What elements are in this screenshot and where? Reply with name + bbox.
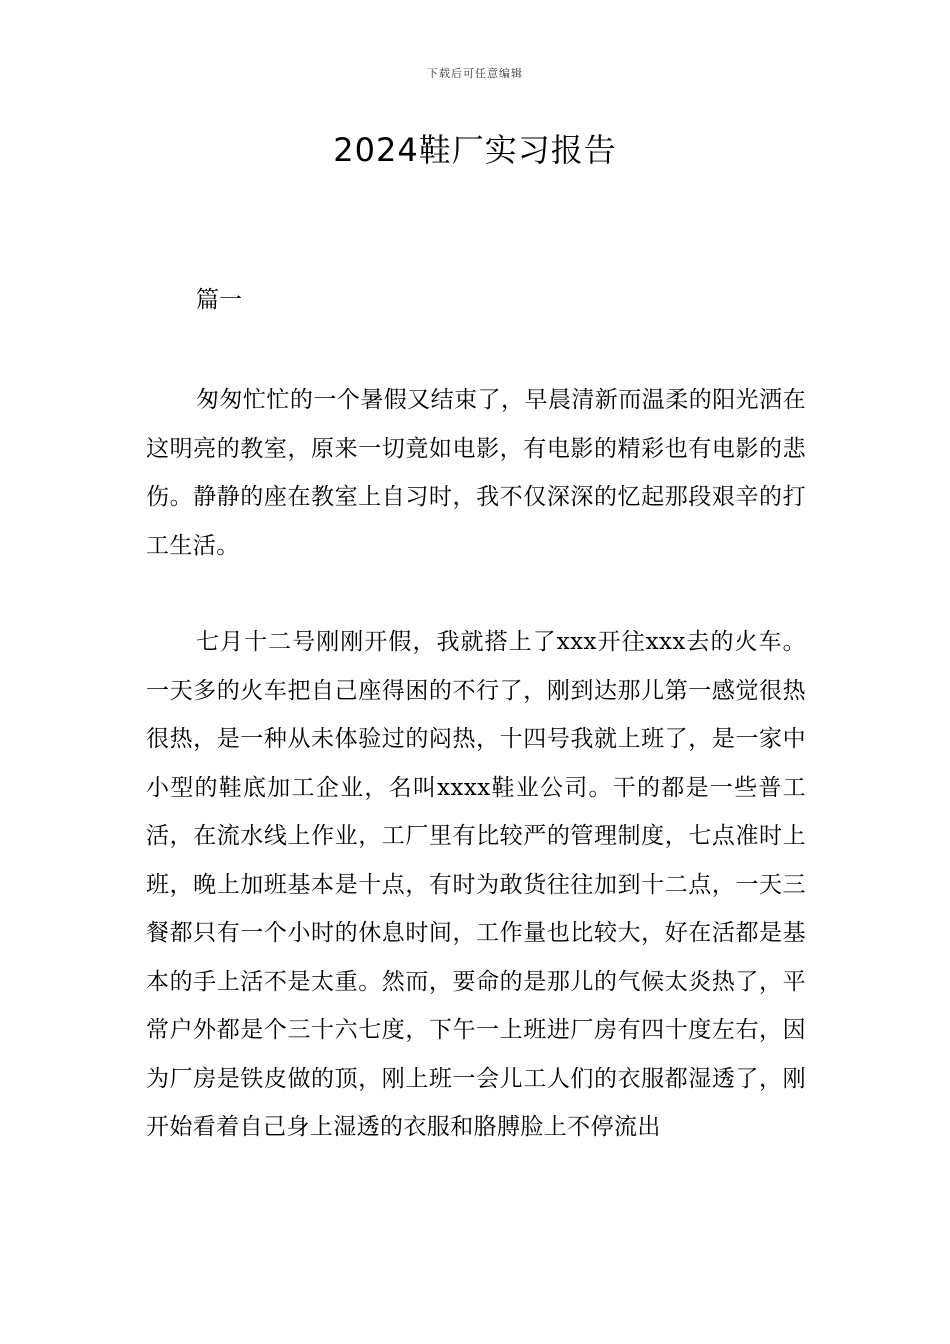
header-note: 下载后可任意编辑: [427, 67, 523, 80]
document-body: [146, 282, 806, 1152]
document-title: 2024鞋厂实习报告: [333, 131, 617, 169]
paragraph-2: 七月十二号刚刚开假，我就搭上了xxx开往xxx去的火车。一天多的火车把自己座得困的不行了，刚到达那儿第一感觉很热很热，是一种从未体验过的闷热，十四号我就上班了，是一家中小型的鞋底加工企业，名叫xxxx鞋业公司。干的都是一些普工活，在流水线上作业，工厂里有比较严的管理制度，七点准时上班，晚上加班基本是十点，有时为敢货往往加到十二点，一天三餐都只有一个小时的休息时间，工作量也比较大，好在活都是基本的手上活不是太重。然而，要命的是那儿的气候太炎热了，平常户外都是个三十六七度，下午一上班进厂房有四十度左右，因为厂房是铁皮做的顶，刚上班一会儿工人们的衣服都湿透了，刚开始看着自己身上湿透的衣服和胳膊脸上不停流出: [146, 629, 806, 1140]
paragraph-1: 匆匆忙忙的一个暑假又结束了，早晨清新而温柔的阳光洒在这明亮的教室，原来一切竟如电影，有电影的精彩也有电影的悲伤。静静的座在教室上自习时，我不仅深深的忆起那段艰辛的打工生活。: [146, 387, 806, 559]
section-heading: 篇一: [196, 287, 242, 313]
